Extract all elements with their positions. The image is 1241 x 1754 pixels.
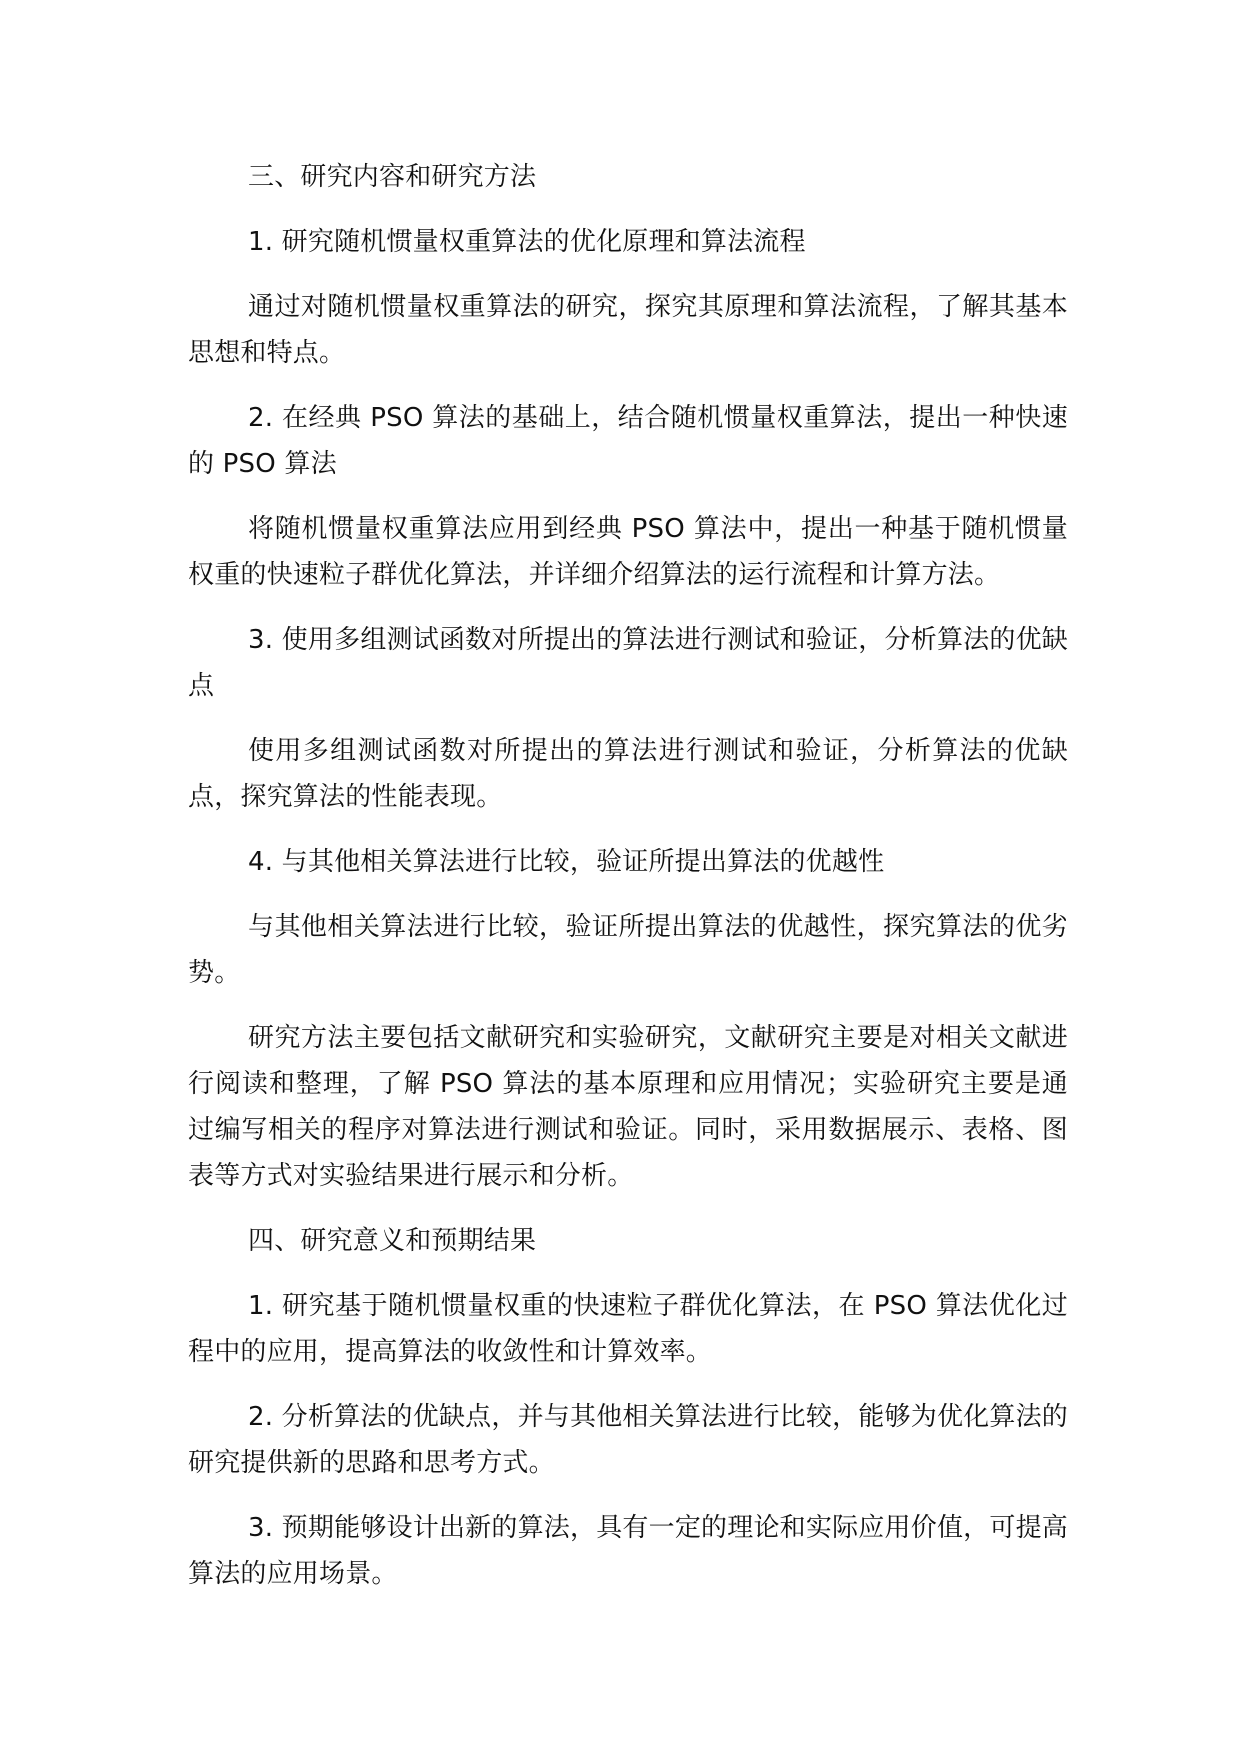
item-2-body: 将随机惯量权重算法应用到经典 PSO 算法中，提出一种基于随机惯量权重的快速粒子群优化算法，并详细介绍算法的运行流程和计算方法。	[188, 514, 1068, 590]
item-2-heading: 2. 在经典 PSO 算法的基础上，结合随机惯量权重算法，提出一种快速的 PSO 算法	[188, 403, 1068, 479]
significance-item-3: 3. 预期能够设计出新的算法，具有一定的理论和实际应用价值，可提高算法的应用场景。	[188, 1513, 1068, 1589]
item-3-body: 使用多组测试函数对所提出的算法进行测试和验证，分析算法的优缺点，探究算法的性能表现。	[188, 736, 1068, 812]
significance-item-1: 1. 研究基于随机惯量权重的快速粒子群优化算法，在 PSO 算法优化过程中的应用，提高算法的收敛性和计算效率。	[188, 1291, 1068, 1367]
document-body	[188, 154, 1068, 1597]
research-methods-paragraph: 研究方法主要包括文献研究和实验研究，文献研究主要是对相关文献进行阅读和整理，了解 PSO 算法的基本原理和应用情况；实验研究主要是通过编写相关的程序对算法进行测试和验证。同时，采用数据展示、表格、图表等方式对实验结果进行展示和分析。	[188, 1023, 1068, 1191]
item-1-body: 通过对随机惯量权重算法的研究，探究其原理和算法流程，了解其基本思想和特点。	[188, 292, 1068, 368]
item-3-heading: 3. 使用多组测试函数对所提出的算法进行测试和验证，分析算法的优缺点	[188, 625, 1068, 701]
significance-item-2: 2. 分析算法的优缺点，并与其他相关算法进行比较，能够为优化算法的研究提供新的思路和思考方式。	[188, 1402, 1068, 1478]
item-1-heading: 1. 研究随机惯量权重算法的优化原理和算法流程	[248, 227, 806, 257]
item-4-body: 与其他相关算法进行比较，验证所提出算法的优越性，探究算法的优劣势。	[188, 912, 1068, 988]
section-heading-research-content: 三、研究内容和研究方法	[248, 162, 537, 192]
section-heading-significance: 四、研究意义和预期结果	[248, 1226, 537, 1256]
item-4-heading: 4. 与其他相关算法进行比较，验证所提出算法的优越性	[248, 847, 885, 877]
